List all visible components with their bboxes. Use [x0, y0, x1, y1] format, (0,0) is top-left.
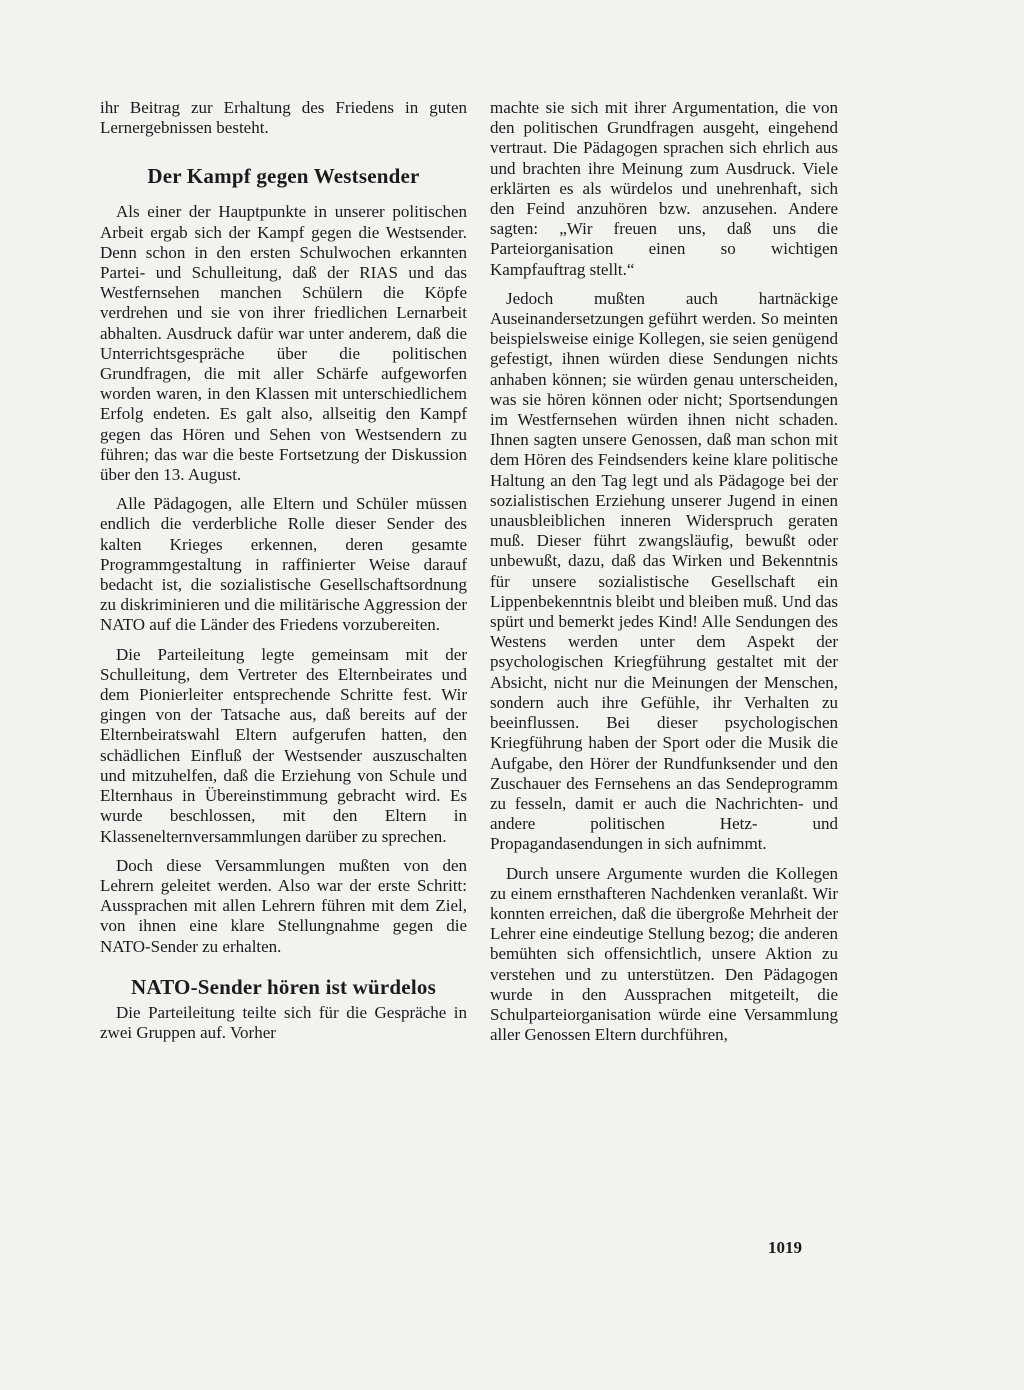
paragraph: Durch unsere Argumente wurden die Kollegen zu einem ernsthafteren Nachdenken veranlaßt. Wir konnten erreichen, daß die übergroße Mehrheit der Lehrer eine eindeutige Stellung bezog; die anderen bemühten sich offensichtlich, unsere Aktion zu verstehen und zu unterstützen. Den Pädagogen wurde in den Aussprachen mitgeteilt, die Schulparteiorganisation würde eine Versammlung aller Genossen Eltern durchführen, [490, 863, 838, 1045]
right-column [490, 98, 838, 1045]
paragraph: Die Parteileitung legte gemeinsam mit der Schulleitung, dem Vertreter des Elternbeirates und dem Pionierleiter entsprechende Schritte fest. Wir gingen von der Tatsache aus, daß bereits auf der Elternbeiratswahl Eltern aufgerufen hatten, den schädlichen Einfluß der Westsender auszuschalten und mitzuhelfen, daß die Erziehung von Schule und Elternhaus in Übereinstimmung gebracht wird. Es wurde beschlossen, mit den Eltern in Klassenelternversammlungen darüber zu sprechen. [100, 644, 467, 846]
paragraph: Als einer der Hauptpunkte in unserer politischen Arbeit ergab sich der Kampf gegen die Westsender. Denn schon in den ersten Schulwochen erkannten Partei- und Schulleitung, daß der RIAS und das Westfernsehen manchen Schülern die Köpfe verdrehen und sie von ihrer friedlichen Lernarbeit abhalten. Ausdruck dafür war unter anderem, daß die Unterrichtsgespräche über die politischen Grundfragen, die mit aller Schärfe aufgeworfen worden waren, in den Klassen mit unterschiedlichem Erfolg endeten. Es galt also, allseitig den Kampf gegen das Hören und Sehen von Westsendern zu führen; das war die beste Fortsetzung der Diskussion über den 13. August. [100, 202, 467, 485]
paragraph: Alle Pädagogen, alle Eltern und Schüler müssen endlich die verderbliche Rolle dieser Sender des kalten Krieges erkennen, deren gesamte Programmgestaltung in raffinierter Weise darauf bedacht ist, die sozialistische Gesellschaftsordnung zu diskriminieren und die militärische Aggression der NATO auf die Länder des Friedens vorzubereiten. [100, 494, 467, 635]
left-column [100, 98, 467, 1043]
section-heading-westsender: Der Kampf gegen Westsender [147, 164, 420, 189]
paragraph: Doch diese Versammlungen mußten von den Lehrern geleitet werden. Also war der erste Schritt: Aussprachen mit allen Lehrern führen mit dem Ziel, von ihnen eine klare Stellungnahme gegen die NATO-Sender zu erhalten. [100, 855, 467, 956]
paragraph: machte sie sich mit ihrer Argumentation, die von den politischen Grundfragen ausgeht, eingehend vertraut. Die Pädagogen sprachen sich ehrlich aus und brachten ihre Meinung zum Ausdruck. Viele erklärten es als würdelos und unehrenhaft, sich den Feind anzuhören bzw. anzusehen. Andere sagten: „Wir freuen uns, daß uns die Parteiorganisation einen so wichtigen Kampfauftrag stellt.“ [490, 98, 838, 279]
section-heading-nato-sender: NATO-Sender hören ist würdelos [131, 974, 436, 999]
page-number: 1019 [768, 1238, 802, 1257]
paragraph: Die Parteileitung teilte sich für die Gespräche in zwei Gruppen auf. Vorher [100, 1002, 467, 1042]
paragraph: ihr Beitrag zur Erhaltung des Friedens in guten Lernergebnissen besteht. [100, 98, 467, 138]
paragraph: Jedoch mußten auch hartnäckige Auseinandersetzungen geführt werden. So meinten beispielsweise einige Kollegen, sie seien genügend gefestigt, ihnen würden diese Sendungen nichts anhaben können; sie würden genau unterscheiden, was sie hören können oder nicht; Sportsendungen im Westfernsehen würden ihnen nicht schaden. Ihnen sagten unsere Genossen, daß man schon mit dem Hören des Feindsenders keine klare politische Haltung an den Tag legt und als Pädagoge bei der sozialistischen Erziehung unserer Jugend in einen unausbleiblichen inneren Widerspruch geraten muß. Dieser führt zwangsläufig, bewußt oder unbewußt, dazu, daß das Wirken und Bekenntnis für unsere sozialistische Gesellschaft ein Lippenbekenntnis bleibt und bleiben muß. Und das spürt und bemerkt jedes Kind! Alle Sendungen des Westens werden unter dem Aspekt der psychologischen Kriegführung gestaltet mit der Absicht, nicht nur die Meinungen der Menschen, sondern auch ihre Gefühle, ihr Verhalten zu beeinflussen. Bei dieser psychologischen Kriegführung haben der Sport oder die Musik die Aufgabe, den Hörer der Rundfunksender und den Zuschauer des Fernsehens an das Sendeprogramm zu fesseln, damit er auch die Nachrichten- und andere politischen Hetz- und Propagandasendungen in sich aufnimmt. [490, 288, 838, 854]
